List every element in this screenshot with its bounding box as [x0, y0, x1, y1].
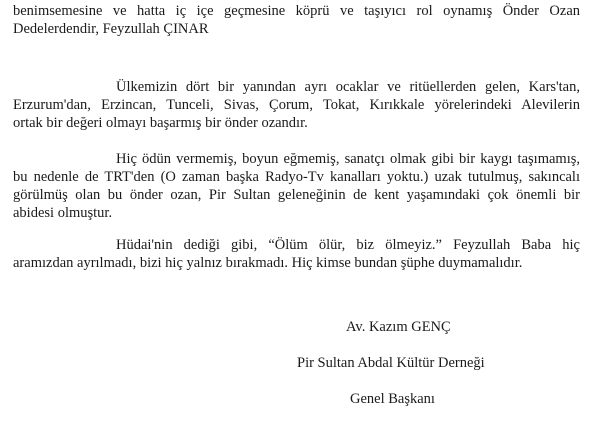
paragraph-4-line-1: Hüdai'nin dediği gibi, “Ölüm ölür, biz ölmeyiz.” Feyzullah Baba hiç [116, 237, 580, 253]
paragraph-3-line-4: abidesi olmuştur. [13, 205, 113, 221]
signature-title: Genel Başkanı [350, 391, 435, 407]
paragraph-2-line-2: Erzurum'dan, Erzincan, Tunceli, Sivas, Çorum, Tokat, Kırıkkale yörelerindeki Alevilerin [13, 97, 580, 113]
paragraph-2-line-1: Ülkemizin dört bir yanından ayrı ocaklar ve ritüellerden gelen, Kars'tan, [116, 79, 580, 95]
paragraph-4-line-2: aramızdan ayrılmadı, bizi hiç yalnız bırakmadı. Hiç kimse bundan şüphe duymamalıdır. [13, 255, 523, 271]
paragraph-3-line-3: görülmüş olan bu önder ozan, Pir Sultan geleneğinin de kent yaşamındaki çok önemli bir [13, 187, 580, 203]
paragraph-1-line-1: benimsemesine ve hatta iç içe geçmesine köprü ve taşıyıcı rol oynamış Önder Ozan [13, 3, 580, 19]
paragraph-2-line-3: ortak bir değeri olmayı başarmış bir önder ozandır. [13, 115, 308, 131]
paragraph-3-line-1: Hiç ödün vermemiş, boyun eğmemiş, sanatçı olmak gibi bir kaygı taşımamış, [116, 151, 580, 167]
paragraph-1-line-2: Dedelerdendir, Feyzullah ÇINAR [13, 21, 209, 37]
signature-name: Av. Kazım GENÇ [346, 319, 451, 335]
paragraph-3-line-2: bu nedenle de TRT'den (O zaman başka Radyo-Tv kanalları yoktu.) uzak tutulmuş, sakıncalı [13, 169, 580, 185]
signature-organization: Pir Sultan Abdal Kültür Derneği [297, 355, 485, 371]
